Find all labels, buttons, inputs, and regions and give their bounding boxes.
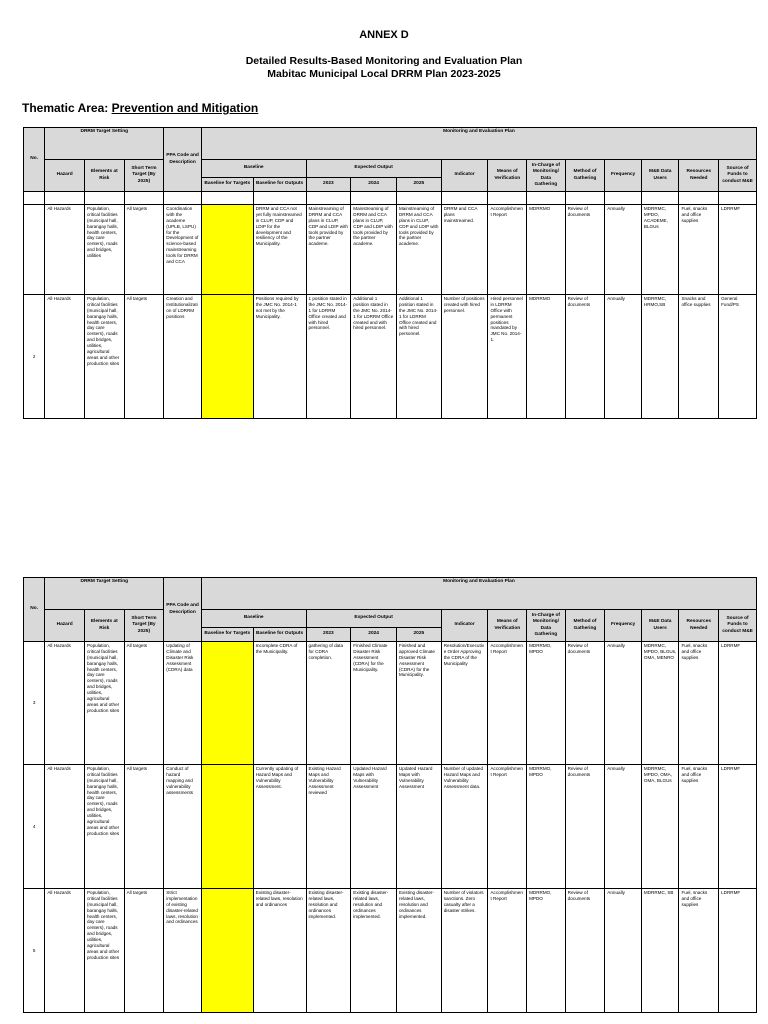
row-baseline-targets [201,765,253,889]
col-indicator: Indicator [441,160,488,192]
row-baseline-outputs: DRRM and CCA not yet fully mainstreamed in CLUP, CDP and LDIP for the development and resiliency of the Municipality. [253,205,306,295]
col-2023: 2023 [306,628,351,642]
me-plan-table-1 [23,127,757,419]
row-indicator: Number of updated Hazard Maps and Vulnerability Assessment data. [441,765,488,889]
row-source: LDRRMF [719,205,757,295]
col-2023: 2023 [306,178,351,192]
row-resources: Fuel, snacks and office supplies [679,889,719,1013]
col-target-setting: DRRM Target Setting [45,578,164,610]
row-means: Accomplishment Report [488,642,527,765]
table-row [24,642,757,765]
row-means: Hired personnel in LDRRM Office with permanent positions mandated by JMC No. 2014-1. [488,295,527,419]
document-subtitle: Mabitac Municipal Local DRRM Plan 2023-2025 [267,68,501,80]
col-frequency: Frequency [605,610,642,642]
row-indicator: DRRM and CCA plans mainstreamed. [441,205,488,295]
col-elements: Elements at Risk [84,610,124,642]
row-users: MDRRMC, MPDO, BLGUs, OMA, MENRO [641,642,679,765]
row-incharge: MDRRMO, MPDO [527,889,566,1013]
row-2023: 1 position stated in the JMC No. 2014-1 for LDRRM Office created and with hired personnel. [306,295,351,419]
row-2023: Existing disaster-related laws, resolution and ordinances implemented. [306,889,351,1013]
col-me-plan: Monitoring and Evaluation Plan [201,578,756,610]
table-row [24,295,757,419]
row-2024: Additional 1 position stated in the JMC No. 2014-1 for LDRRM Office created and with hired personnel. [351,295,397,419]
row-2024: Mainstreaming of DRRM and CCA plans in CLUP, CDP and LDIP with tools provided by the partner academe. [351,205,397,295]
row-frequency: Annually [605,765,642,889]
table-row [24,205,757,295]
thematic-area-value: Prevention and Mitigation [111,101,259,115]
col-hazard: Hazard [45,610,85,642]
annex-label: ANNEX D [359,29,409,41]
row-2023: gathering of data for CDRA completion. [306,642,351,765]
row-2025: Existing disaster-related laws, resolution and ordinances implemented. [396,889,441,1013]
col-baseline-outputs: Baseline for Outputs [253,178,306,192]
col-frequency: Frequency [605,160,642,192]
row-method: Review of documents [565,765,605,889]
col-ppa: PPA Code and Description [164,128,202,192]
row-means: Accomplishment Report [488,205,527,295]
col-baseline-outputs: Baseline for Outputs [253,628,306,642]
col-target-setting: DRRM Target Setting [45,128,164,160]
row-baseline-outputs: Currently updating of Hazard Maps and Vulnerability Assessment. [253,765,306,889]
row-ppa: Updating of Climate and Disaster Risk Assessment (CDRA) data [164,642,202,765]
row-2025: Mainstreaming of DRRM and CCA plans in CLUP, CDP and LDIP with tools provided by the partner academe. [396,205,441,295]
me-plan-table-2 [23,577,757,1013]
row-source: LDRRMF [719,642,757,765]
table-spacer-row [24,192,757,205]
row-users: MDRRMC, SB [641,889,679,1013]
row-no: 4 [24,765,45,889]
row-hazard: All Hazards [45,205,85,295]
row-means: Accomplishment Report [488,765,527,889]
col-source: Source of Funds to conduct M&E [719,610,757,642]
col-baseline-targets: Baseline for Targets [201,178,253,192]
col-means: Means of Verification [488,160,527,192]
col-source: Source of Funds to conduct M&E [719,160,757,192]
col-resources: Resources Needed [679,610,719,642]
col-short-term: Short Term Target (By 2025) [124,610,164,642]
row-frequency: Annually [605,205,642,295]
row-source: LDRRMF [719,889,757,1013]
col-method: Method of Gathering [565,610,605,642]
row-hazard: All Hazards [45,642,85,765]
row-hazard: All Hazards [45,295,85,419]
col-resources: Resources Needed [679,160,719,192]
row-no [24,205,45,295]
col-baseline: Baseline [201,610,306,628]
row-resources: Fuel, snacks and office supplies [679,765,719,889]
col-expected-output: Expected Output [306,160,441,178]
row-baseline-outputs: Existing disaster-related laws, resolution and ordinances [253,889,306,1013]
col-2024: 2024 [351,628,397,642]
row-hazard: All Hazards [45,765,85,889]
table-row [24,889,757,1013]
row-resources: Fuel, snacks and office supplies [679,642,719,765]
row-users: MDRRMC, MPDO, OMA, OMA, BLGUs [641,765,679,889]
col-users: M&E Data Users [641,610,679,642]
document-title: Detailed Results-Based Monitoring and Evaluation Plan [245,55,523,67]
row-short-term: All targets [124,642,164,765]
row-ppa: Coordination with the academe (UPLB, LSPU) for the Development of science-based mainstreaming tools for DRRM and CCA [164,205,202,295]
row-resources: Fuel, snacks and office supplies [679,205,719,295]
row-baseline-targets [201,205,253,295]
row-users: MDRRMC, HRMO,SB [641,295,679,419]
col-incharge: In-Charge of Monitoring/ Data Gathering [527,610,566,642]
row-2023: Existing Hazard Maps and Vulnerability Assessment reviewed [306,765,351,889]
col-2025: 2025 [396,628,441,642]
col-ppa: PPA Code and Description [164,578,202,642]
row-source: General Fund/PS [719,295,757,419]
col-baseline-targets: Baseline for Targets [201,628,253,642]
row-ppa: Strict implementation of existing disaster-related laws, resolution and ordinances [164,889,202,1013]
row-method: Review of documents [565,205,605,295]
row-means: Accomplishment Report [488,889,527,1013]
row-baseline-targets [201,889,253,1013]
row-no: 5 [24,889,45,1013]
row-frequency: Annually [605,889,642,1013]
row-method: Review of documents [565,295,605,419]
row-baseline-targets [201,642,253,765]
row-short-term: All targets [124,765,164,889]
thematic-area [22,101,258,115]
row-incharge: MDRRMO, MPDO [527,642,566,765]
col-baseline: Baseline [201,160,306,178]
row-elements: Population, critical facilities (municipal hall, barangay halls, health centers, day care centers), roads and bridges, utilities, agricultural areas and other production sites [84,295,124,419]
row-elements: Population, critical facilities (municipal hall, barangay halls, health centers, day care centers), roads and bridges, utilities, agricultural areas and other production sites [84,889,124,1013]
row-elements: Population, critical facilities (municipal hall, barangay halls, health centers, day care centers), roads and bridges, utilities [84,205,124,295]
col-no: No. [24,128,45,192]
row-frequency: Annually [605,295,642,419]
col-short-term: Short Term Target (By 2025) [124,160,164,192]
col-users: M&E Data Users [641,160,679,192]
row-frequency: Annually [605,642,642,765]
row-no: 2 [24,295,45,419]
col-2024: 2024 [351,178,397,192]
row-users: MDRRMC, MPDO, ACADEME, BLGUs [641,205,679,295]
row-short-term: All targets [124,295,164,419]
row-elements: Population, critical facilities (municipal hall, barangay halls, health centers, day care centers), roads and bridges, utilities, agricultural areas and other production sites [84,642,124,765]
col-method: Method of Gathering [565,160,605,192]
row-ppa: Creation and Institutionalization of LDRRM positions [164,295,202,419]
row-indicator: Resolution/Executive Order Approving the CDRA of the Municipality [441,642,488,765]
col-incharge: In-Charge of Monitoring/ Data Gathering [527,160,566,192]
row-indicator: Number of violators sanctions. Zero casualty after a disaster strikes. [441,889,488,1013]
row-2025: Updated Hazard Maps with Vulnerability Assessment [396,765,441,889]
row-2024: Finished Climate Disaster Risk Assessment (CDRA) for the Municipality. [351,642,397,765]
row-baseline-targets [201,295,253,419]
row-short-term: All targets [124,205,164,295]
row-hazard: All Hazards [45,889,85,1013]
row-ppa: Conduct of hazard mapping and vulnerability assessments [164,765,202,889]
row-source: LDRRMF [719,765,757,889]
row-baseline-outputs: Incomplete CDRA of the Municipality. [253,642,306,765]
col-hazard: Hazard [45,160,85,192]
row-2024: Existing disaster-related laws, resolution and ordinances implemented. [351,889,397,1013]
row-short-term: All targets [124,889,164,1013]
row-2025: Additional 1 position stated in the JMC No. 2014-1 for LDRRM Office created and with hired personnel. [396,295,441,419]
row-baseline-outputs: Positions required by the JMC No. 2014-1 not met by the Municipality. [253,295,306,419]
row-no: 3 [24,642,45,765]
col-indicator: Indicator [441,610,488,642]
row-2024: Updated Hazard Maps with Vulnerability Assessment [351,765,397,889]
col-elements: Elements at Risk [84,160,124,192]
row-incharge: MDRRMO [527,205,566,295]
thematic-area-label: Thematic Area: [22,101,109,115]
col-no: No. [24,578,45,642]
col-expected-output: Expected Output [306,610,441,628]
row-2023: Mainstreaming of DRRM and CCA plans in CLUP, CDP and LDIP with tools provided by the partner academe. [306,205,351,295]
row-indicator: Number of positions created with hired personnel. [441,295,488,419]
row-method: Review of documents [565,889,605,1013]
row-2025: Finished and approved Climate Disaster Risk Assessment (CDRA) for the Municipality. [396,642,441,765]
row-resources: Snacks and office supplies [679,295,719,419]
table-row [24,765,757,889]
row-incharge: MDRRMO, MPDO [527,765,566,889]
col-me-plan: Monitoring and Evaluation Plan [201,128,756,160]
row-elements: Population, critical facilities (municipal hall, barangay halls, health centers, day care centers), roads and bridges, utilities, agricultural areas and other production sites [84,765,124,889]
row-incharge: MDRRMO [527,295,566,419]
col-2025: 2025 [396,178,441,192]
row-method: Review of documents [565,642,605,765]
col-means: Means of Verification [488,610,527,642]
